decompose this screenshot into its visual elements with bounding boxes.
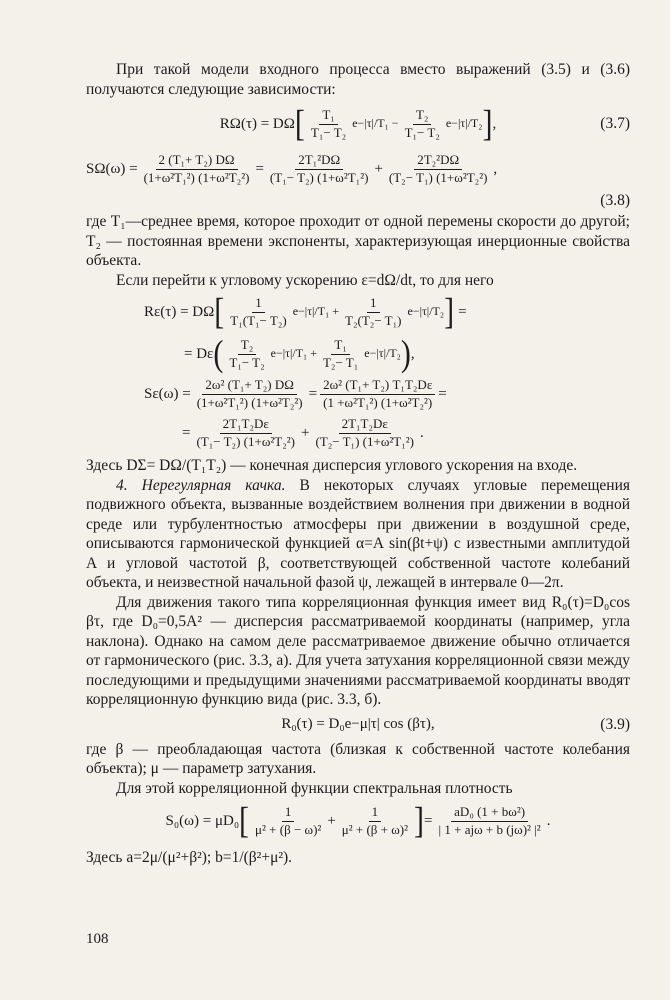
paragraph-a-b-definition: Здесь a=2μ/(μ²+β²); b=1/(β²+μ²). [86,849,293,866]
equation-s-eps-1: Sε(ω) = $\frac{\text{2ω² (T₁+ T₂) DΩ}}{\text{(1+ω²T₁²) (1+ω²T₂²)}}$ = $\frac{\text{2ω² (T₁+ T₂) T₁T₂Dε}}{\text{(1 +ω²T₁²) (1+ω²T₂²)}}$ = [144,377,447,410]
page-number: 108 [86,931,109,947]
equation-3-8: SΩ(ω) = $\frac{\text{2 (T₁+ T₂) DΩ}}{\text{(1+ω²T₁²) (1+ω²T₂²)}}$ = $\frac{\text{2T₁²DΩ}}{\text{(T₁− T₂) (1+ω²T₁²)}}$ + $\frac{\text{2T₂²DΩ}}{\text{(T₂− T₁) (1+ω²T₂²)}}$ , [86,152,498,185]
equation-s-eps-2: = $\frac{\text{2T₁T₂Dε}}{\text{(T₁− T₂) (1+ω²T₂²)}}$ + $\frac{\text{2T₁T₂Dε}}{\text{(T₂− T₁) (1+ω²T₁²)}}$ . [182,416,424,449]
paragraph-definitions: где T₁—среднее время, которое проходит от одной перемены скорости до другой; T₂ — постоянная времени экспоненты, характеризующая инерционные свойства объекта. [86,213,630,269]
equation-3-7: RΩ(τ) = DΩ [ $\frac{\text{T₁}}{\text{T₁− T₂}}$ e−|τ|/T₁ − $\frac{\text{T₂}}{\text{T₁− T₂}}$ e−|τ|/T₂ ] , (3.7) [219,102,630,144]
page-body [86,58,630,868]
paragraph-angular-acceleration: Если перейти к угловому ускорению ε=dΩ/dt, то для него [116,271,494,289]
equation-3-9: R₀(τ) = D₀e−μ|τ| cos (βτ), (3.9) [281,715,630,733]
section-heading: 4. Нерегулярная качка. [116,476,286,494]
paragraph-final-dispersion: Здесь DΣ= DΩ/(T₁T₂) — конечная дисперсия углового ускорения на входе. [86,457,578,474]
equation-s0: S₀(ω) = μD₀ [ $\frac{1}{\text{μ² + (β − ω)²}}$ + $\frac{1}{\text{μ² + (β + ω)²}}$ ] = $\frac{\text{aD₀ (1 + bω²)}}{\text{| 1 + ajω + b (jω)² |²}}$ . [165,799,551,841]
paragraph-correlation: Для движения такого типа корреляционная функция имеет вид R₀(τ)=D₀cos βτ, где D₀=0,5A² — дисперсия рассматриваемой координаты (например, угла наклона). Однако на самом деле рассматриваемое движение обычно отличается от гармонического (рис. 3.3, а). Для учета затухания корреляционной связи между последующими и предыдущими значениями рассматриваемой координаты вводят корреляционную функцию вида (рис. 3.3, б). [86,593,630,708]
equation-number: (3.9) [600,715,630,733]
equation-r-eps-2: = Dε ( $\frac{\text{T₂}}{\text{T₁− T₂}}$ e−|τ|/T₁ + $\frac{\text{T₁}}{\text{T₂− T₁}}$ e−|τ|/T₂ ) , [184,332,415,374]
paragraph-irregular-rolling: 4. Нерегулярная качка. В некоторых случаях угловые перемещения подвижного объекта, вызванные воздействием волнения при движении в водной среде или турбулентностью атмосферы при движении в воздушной среде, описываются гармонической функцией α=A sin(βt+ψ) с известными амплитудой A и угловой частотой β, соответствующей собственной частоте колебаний объекта, и неизвестной начальной фазой ψ, лежащей в интервале 0—2π. [86,476,630,591]
equation-r-eps-1: Rε(τ) = DΩ [ $\frac{1}{\text{T₁(T₁− T₂)}}$ e−|τ|/T₁ + $\frac{1}{\text{T₂(T₂− T₁)}}$ e−|τ|/T₂ ] = [144,290,467,332]
paragraph-spectral: Для этой корреляционной функции спектральная плотность [116,779,513,797]
paragraph-beta-mu: где β — преобладающая частота (близкая к собственной частоте колебания объекта); μ — параметр затухания. [86,740,630,777]
equation-number: (3.8) [600,192,630,209]
paragraph-intro: При такой модели входного процесса вместо выражений (3.5) и (3.6) получаются следующие зависимости: [86,61,630,98]
equation-number: (3.7) [600,115,630,133]
